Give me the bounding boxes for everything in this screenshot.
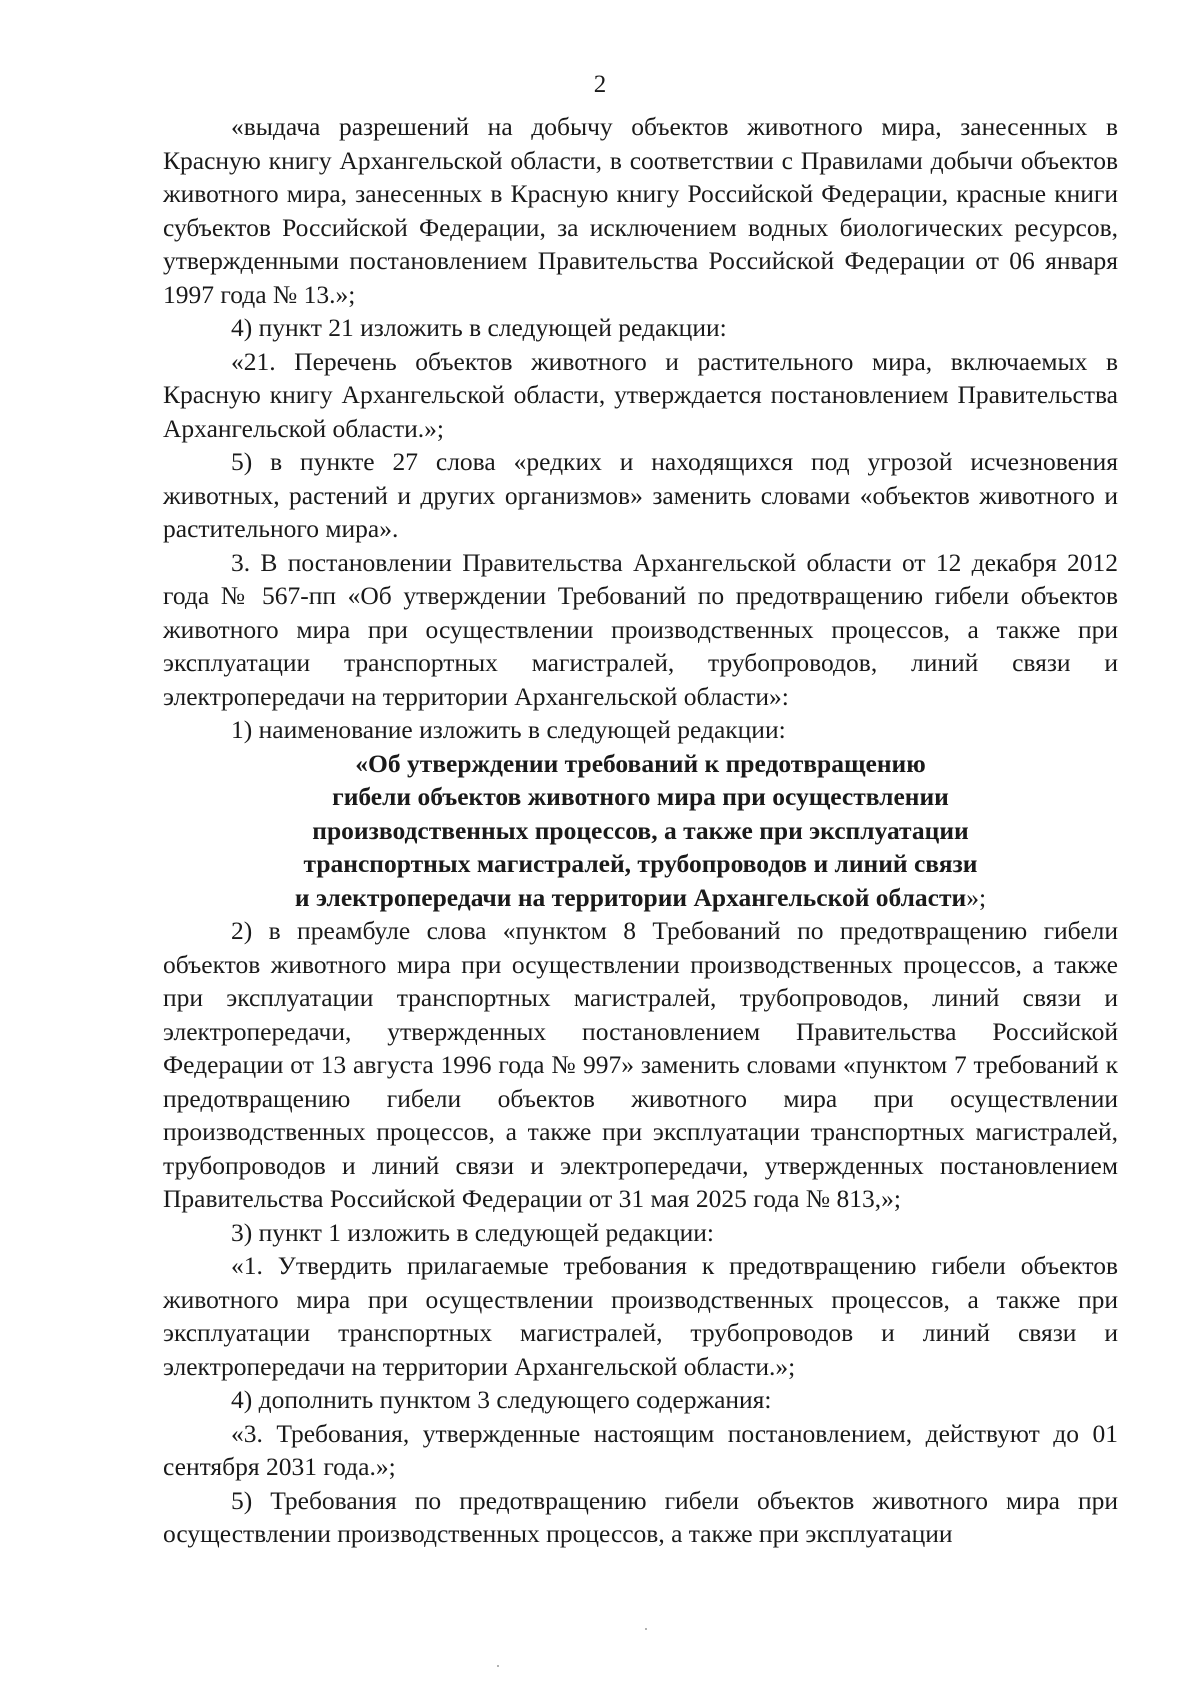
title-line-last — [163, 881, 1118, 915]
scan-speck — [497, 1665, 499, 1667]
paragraph-item-1-name: 1) наименование изложить в следующей редакции: — [231, 715, 786, 744]
paragraph-item-4: 4) пункт 21 изложить в следующей редакции: — [231, 313, 727, 342]
title-line: гибели объектов животного мира при осуществлении — [332, 782, 949, 811]
scan-speck — [645, 1628, 647, 1630]
paragraph-item-21-text: «21. Перечень объектов животного и растительного мира, включаемых в Красную книгу Архангельской области, утверждается постановлением Правительства Архангельской области.»; — [163, 346, 1118, 443]
paragraph-item-5-requirements: 5) Требования по предотвращению гибели объектов животного мира при осуществлении производственных процессов, а также при эксплуатации — [163, 1485, 1118, 1548]
paragraph-item-3-text: «3. Требования, утвержденные настоящим постановлением, действуют до 01 сентября 2031 года.»; — [163, 1418, 1118, 1481]
title-line: «Об утверждении требований к предотвращению — [355, 748, 926, 778]
page-number: 2 — [593, 71, 607, 98]
new-title-block — [163, 747, 1118, 915]
paragraph-section-3: 3. В постановлении Правительства Архангельской области от 12 декабря 2012 года № 567-пп «Об утверждении Требований по предотвращению гибели объектов животного мира при осуществлении производственных процессов, а также при эксплуатации транспортных магистралей, трубопроводов, линий связи и электропередачи на территории Архангельской области»: — [163, 547, 1118, 711]
title-tail: »; — [966, 882, 987, 912]
paragraph-quote-permits: «выдача разрешений на добычу объектов животного мира, занесенных в Красную книгу Архангельской области, в соответствии с Правилами добычи объектов животного мира, занесенных в Красную книгу Российской Федерации, красные книги субъектов Российской Федерации, за исключением водных биологических ресурсов, утвержденными постановлением Правительства Российской Федерации от 06 января 1997 года № 13.»; — [163, 112, 1118, 309]
paragraph-item-2-preamble: 2) в преамбуле слова «пунктом 8 Требований по предотвращению гибели объектов животного мира при осуществлении производственных процессов, а также при эксплуатации транспортных магистралей, трубопроводов, линий связи и электропередачи, утвержденных постановлением Правительства Российской Федерации от 13 августа 1996 года № 997» заменить словами «пунктом 7 требований к предотвращению гибели объектов животного мира при осуществлении производственных процессов, а также при эксплуатации транспортных магистралей, трубопроводов и линий связи и электропередачи, утвержденных постановлением Правительства Российской Федерации от 31 мая 2025 года № 813,»; — [163, 916, 1118, 1213]
title-line-text: и электропередачи на территории Архангельской области — [294, 882, 967, 912]
paragraph-item-4-add: 4) дополнить пунктом 3 следующего содержания: — [231, 1385, 772, 1414]
paragraph-item-3: 3) пункт 1 изложить в следующей редакции: — [231, 1217, 714, 1247]
title-line: транспортных магистралей, трубопроводов и линий связи — [303, 849, 978, 878]
paragraph-item-5: 5) в пункте 27 слова «редких и находящихся под угрозой исчезновения животных, растений и других организмов» заменить словами «объектов животного и растительного мира». — [163, 447, 1118, 543]
paragraph-item-1-text: «1. Утвердить прилагаемые требования к предотвращению гибели объектов животного мира при осуществлении производственных процессов, а также при эксплуатации транспортных магистралей, трубопроводов и линий связи и электропередачи на территории Архангельской области.»; — [163, 1251, 1118, 1381]
document-body — [163, 110, 1118, 1551]
title-line: производственных процессов, а также при эксплуатации — [312, 815, 969, 845]
